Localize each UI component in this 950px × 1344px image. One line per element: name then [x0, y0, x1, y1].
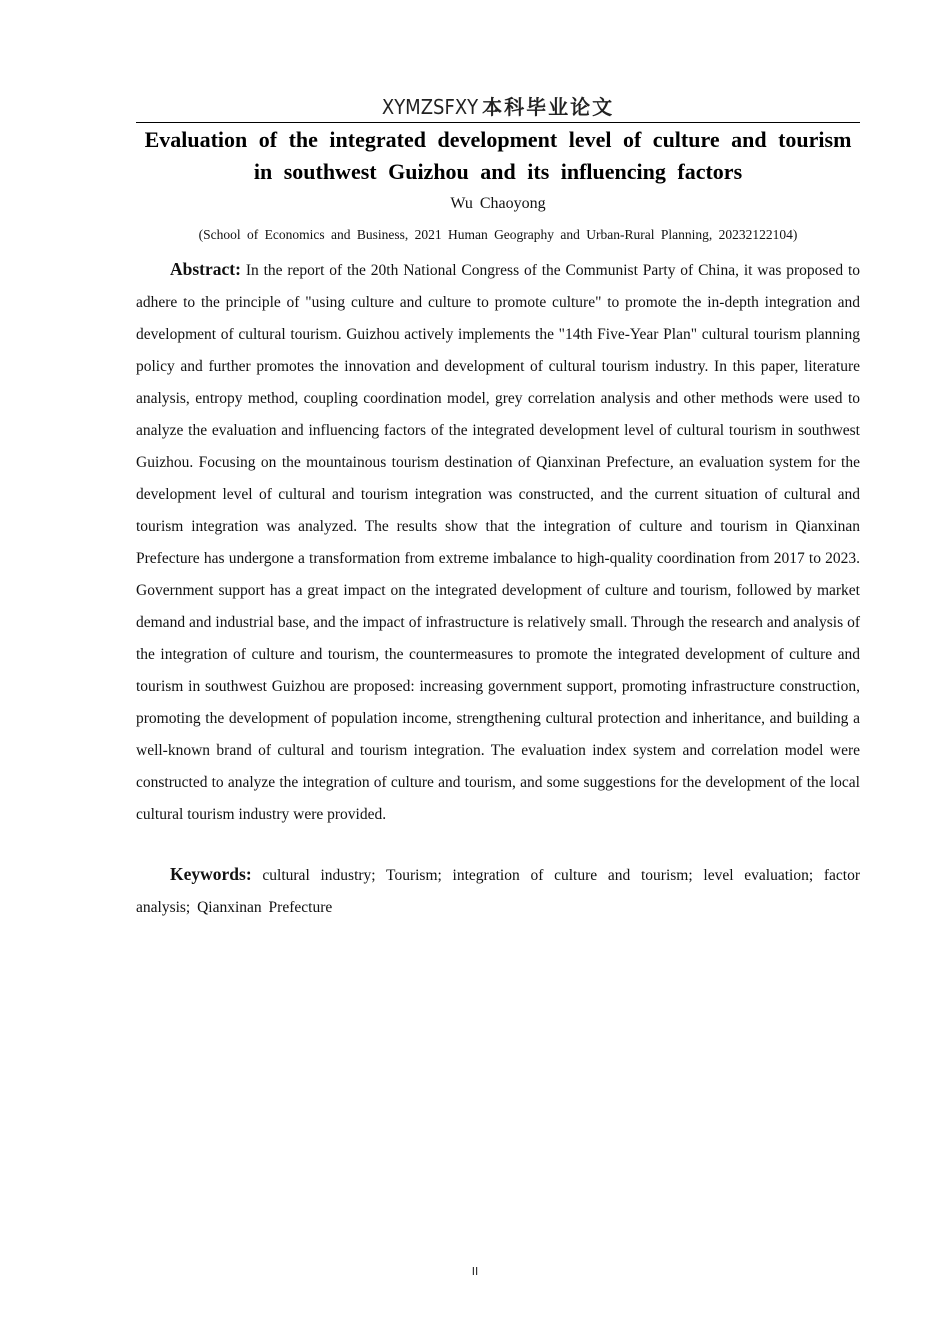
page-number: II [471, 1265, 479, 1278]
running-header [136, 92, 860, 122]
header-school-code: XYMZSFXY [381, 95, 479, 119]
abstract-label: Abstract: [170, 259, 241, 279]
abstract-paragraph [136, 253, 860, 831]
header-rule [136, 122, 860, 123]
keywords-text: cultural industry; Tourism; integration of culture and tourism; level evaluation; factor analysis; Qianxinan Prefecture [136, 867, 861, 916]
author-affiliation: (School of Economics and Business, 2021 Human Geography and Urban-Rural Planning, 20232122104) [198, 227, 798, 242]
abstract-text: In the report of the 20th National Congress of the Communist Party of China, it was proposed to adhere to the principle of "using culture and culture to promote culture" to promote the in-depth integration and development of cultural tourism. Guizhou actively implements the "14th Five-Year Plan" cultural tourism planning policy and further promotes the innovation and development of cultural tourism industry. In this paper, literature analysis, entropy method, coupling coordination model, grey correlation analysis and other methods were used to analyze the evaluation and influencing factors of the integrated development level of cultural tourism in southwest Guizhou. Focusing on the mountainous tourism destination of Qianxinan Prefecture, an evaluation system for the development level of cultural and tourism integration was constructed, and the current situation of cultural and tourism integration was analyzed. The results show that the integration of culture and tourism in Qianxinan Prefecture has undergone a transformation from extreme imbalance to high-quality coordination from 2017 to 2023. Government support has a great impact on the integrated development of culture and tourism, followed by market demand and industrial base, and the impact of infrastructure is relatively small. Through the research and analysis of the integration of culture and tourism, the countermeasures to promote the integrated development of culture and tourism in southwest Guizhou are proposed: increasing government support, promoting infrastructure construction, promoting the development of population income, strengthening cultural protection and inheritance, and building a well-known brand of cultural and tourism integration. The evaluation index system and correlation model were constructed to analyze the integration of culture and tourism, and some suggestions for the development of the local cultural tourism industry were provided. [136, 262, 860, 823]
keywords-label: Keywords: [170, 864, 252, 884]
header-thesis-label: 本科毕业论文 [482, 95, 615, 119]
keywords-paragraph [136, 858, 860, 924]
author-name: Wu Chaoyong [450, 195, 546, 212]
paper-title: Evaluation of the integrated development level of culture and tourism in southwest Guizhou and its influencing factors [144, 127, 852, 184]
